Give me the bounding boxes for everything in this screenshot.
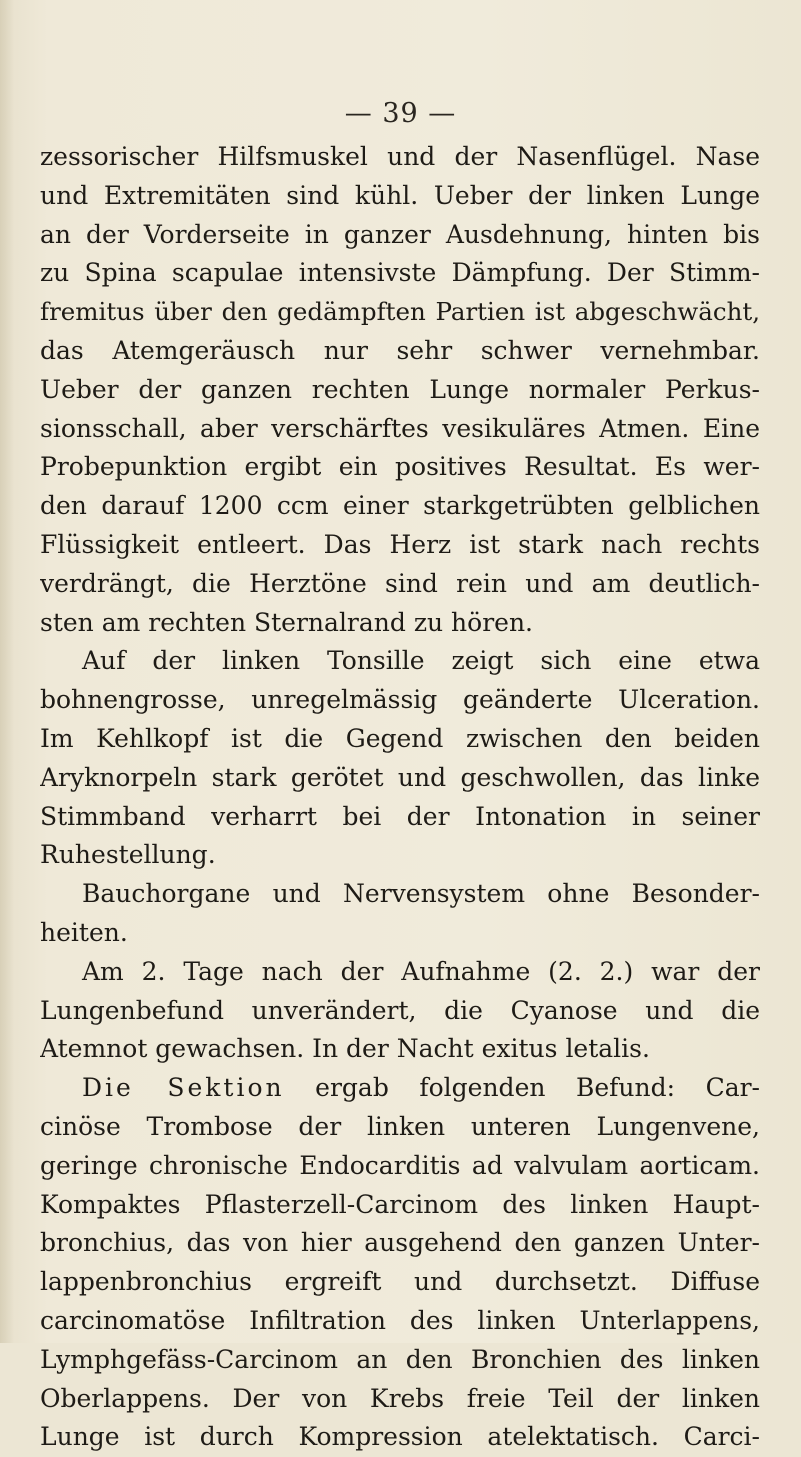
text-line: Stimmband verharrt bei der Intonation in seiner	[40, 801, 760, 831]
text-line: Im Kehlkopf ist die Gegend zwischen den beiden	[40, 723, 760, 753]
text-line-continuation: ergab folgenden Befund: Car-	[284, 1073, 760, 1103]
text-line: Kompaktes Pflasterzell-Carcinom des linken Haupt-	[40, 1189, 760, 1219]
text-line: carcinomatöse Infiltration des linken Unterlappens,	[40, 1305, 760, 1335]
text-line: Flüssigkeit entleert. Das Herz ist stark nach rechts	[40, 529, 760, 559]
text-line: das Atemgeräusch nur sehr schwer vernehmbar.	[40, 335, 760, 365]
text-line: Aryknorpeln stark gerötet und geschwollen, das linke	[40, 762, 760, 792]
text-line: lappenbronchius ergreift und durchsetzt. Diffuse	[40, 1267, 760, 1297]
text-line: Am 2. Tage nach der Aufnahme (2. 2.) war der	[82, 956, 760, 986]
text-line: bohnengrosse, unregelmässig geänderte Ulceration.	[40, 685, 760, 715]
page-binding-shadow	[0, 0, 14, 1343]
text-line: Ruhestellung.	[40, 840, 216, 870]
page-number-header: — 39 —	[344, 98, 457, 129]
text-line: zu Spina scapulae intensivste Dämpfung. Der Stimm-	[40, 258, 760, 288]
text-line: Oberlappens. Der von Krebs freie Teil der linken	[40, 1383, 760, 1413]
text-line: Lymphgefäss-Carcinom an den Bronchien des linken	[40, 1344, 760, 1374]
text-line: den darauf 1200 ccm einer starkgetrübten gelblichen	[40, 491, 760, 521]
text-line: Lungenbefund unverändert, die Cyanose und die	[40, 995, 760, 1025]
text-line: heiten.	[40, 917, 128, 947]
text-line: cinöse Trombose der linken unteren Lungenvene,	[40, 1111, 760, 1141]
text-line: Ueber der ganzen rechten Lunge normaler Perkus-	[40, 374, 760, 404]
text-line: und Extremitäten sind kühl. Ueber der linken Lunge	[40, 180, 760, 210]
section-heading: Die Sektion	[82, 1073, 285, 1103]
text-line: sten am rechten Sternalrand zu hören.	[40, 607, 534, 637]
text-line: bronchius, das von hier ausgehend den ganzen Unter-	[40, 1228, 760, 1258]
text-line: Bauchorgane und Nervensystem ohne Besonder-	[82, 879, 760, 909]
text-line: Atemnot gewachsen. In der Nacht exitus letalis.	[40, 1034, 650, 1064]
text-line: Auf der linken Tonsille zeigt sich eine etwa	[82, 646, 760, 676]
text-line: geringe chronische Endocarditis ad valvulam aorticam.	[40, 1150, 760, 1180]
text-line: Probepunktion ergibt ein positives Resultat. Es wer-	[40, 452, 760, 482]
text-line: zessorischer Hilfsmuskel und der Nasenflügel. Nase	[40, 142, 760, 171]
text-line: verdrängt, die Herztöne sind rein und am deutlich-	[40, 568, 760, 598]
text-line: fremitus über den gedämpften Partien ist abgeschwächt,	[40, 297, 760, 327]
text-line: an der Vorderseite in ganzer Ausdehnung, hinten bis	[40, 219, 760, 249]
body-text	[40, 138, 760, 1457]
text-line: sionsschall, aber verschärftes vesikuläres Atmen. Eine	[40, 413, 760, 443]
text-line	[40, 1069, 760, 1108]
text-line: Lunge ist durch Kompression atelektatisch. Carci-	[40, 1422, 760, 1452]
